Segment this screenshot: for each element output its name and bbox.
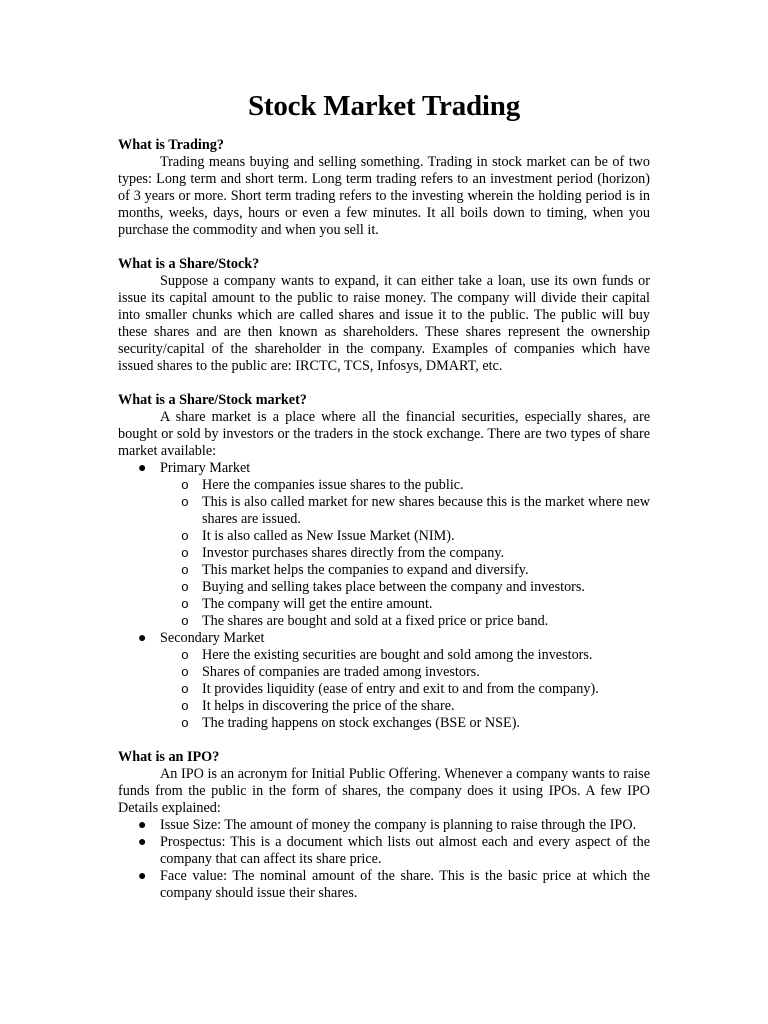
circle-bullet-icon: o	[181, 495, 189, 510]
secondary-market-label: Secondary Market	[160, 630, 265, 646]
list-item-primary-market	[118, 460, 650, 630]
bullet-icon: ●	[138, 631, 147, 646]
circle-bullet-icon: o	[181, 682, 189, 697]
primary-market-label: Primary Market	[160, 460, 251, 476]
list-item: o Here the existing securities are bought and sold among the investors.	[181, 647, 593, 663]
list-item: o Here the companies issue shares to the public.	[181, 477, 464, 493]
bullet-icon: ●	[138, 818, 147, 833]
circle-bullet-icon: o	[181, 597, 189, 612]
page-title: Stock Market Trading	[247, 90, 521, 122]
section-heading-share: What is a Share/Stock?	[118, 256, 260, 272]
primary-market-list	[160, 477, 650, 630]
section-heading-trading: What is Trading?	[118, 137, 224, 153]
list-item: ● Issue Size: The amount of money the company is planning to raise through the IPO.	[138, 817, 637, 833]
section-trading	[118, 137, 650, 239]
section-body-trading: Trading means buying and selling something. Trading in stock market can be of two types: Long term and short term. Long term trading refers to an investment period (horizon) of 3 years or more. Short term trading refers to the investing wherein the holding period is in months, weeks, days, hours or even a few minutes. It all boils down to timing, when you purchase the commodity and when you sell it.	[118, 154, 650, 238]
list-item: ● Prospectus: This is a document which lists out almost each and every aspect of the company that can affect its share price.	[138, 834, 650, 867]
list-item: o The shares are bought and sold at a fixed price or price band.	[181, 613, 549, 629]
document-page	[118, 88, 650, 902]
list-item: o This market helps the companies to expand and diversify.	[181, 562, 529, 578]
section-ipo	[118, 749, 650, 902]
list-item: o It helps in discovering the price of the share.	[181, 698, 455, 714]
list-item: o The trading happens on stock exchanges (BSE or NSE).	[181, 715, 520, 731]
section-body-market: A share market is a place where all the financial securities, especially shares, are bought or sold by investors or the traders in the stock exchange. There are two types of share market available:	[118, 409, 650, 459]
list-item: o The company will get the entire amount.	[181, 596, 433, 612]
circle-bullet-icon: o	[181, 563, 189, 578]
circle-bullet-icon: o	[181, 614, 189, 629]
section-body-ipo: An IPO is an acronym for Initial Public Offering. Whenever a company wants to raise funds from the public in the form of shares, the company does it using IPOs. A few IPO Details explained:	[118, 766, 650, 816]
list-item: o This is also called market for new shares because this is the market where new shares are issued.	[181, 494, 650, 527]
list-item: ● Face value: The nominal amount of the share. This is the basic price at which the company should issue their shares.	[138, 868, 650, 901]
list-item: o Shares of companies are traded among investors.	[181, 664, 480, 680]
section-share	[118, 256, 650, 375]
secondary-market-list	[160, 647, 650, 732]
list-item: o Investor purchases shares directly from the company.	[181, 545, 505, 561]
section-heading-market: What is a Share/Stock market?	[118, 392, 307, 408]
circle-bullet-icon: o	[181, 665, 189, 680]
circle-bullet-icon: o	[181, 580, 189, 595]
bullet-icon: ●	[138, 835, 147, 850]
list-item: o It provides liquidity (ease of entry and exit to and from the company).	[181, 681, 599, 697]
circle-bullet-icon: o	[181, 648, 189, 663]
list-item-secondary-market	[118, 630, 650, 732]
list-item: o Buying and selling takes place between the company and investors.	[181, 579, 585, 595]
bullet-icon: ●	[138, 461, 147, 476]
list-item: o It is also called as New Issue Market (NIM).	[181, 528, 455, 544]
circle-bullet-icon: o	[181, 716, 189, 731]
circle-bullet-icon: o	[181, 529, 189, 544]
circle-bullet-icon: o	[181, 478, 189, 493]
market-types-list	[118, 460, 650, 732]
section-body-share: Suppose a company wants to expand, it can either take a loan, use its own funds or issue its capital amount to the public to raise money. The company will divide their capital into smaller chunks which are called shares and issue it to the public. The public will buy these shares and are then known as shareholders. These shares represent the ownership security/capital of the shareholder in the company. Examples of companies which have issued shares to the public are: IRCTC, TCS, Infosys, DMART, etc.	[118, 273, 650, 374]
section-market	[118, 392, 650, 732]
circle-bullet-icon: o	[181, 546, 189, 561]
section-heading-ipo: What is an IPO?	[118, 749, 220, 765]
circle-bullet-icon: o	[181, 699, 189, 714]
bullet-icon: ●	[138, 869, 147, 884]
ipo-details-list	[118, 817, 650, 902]
